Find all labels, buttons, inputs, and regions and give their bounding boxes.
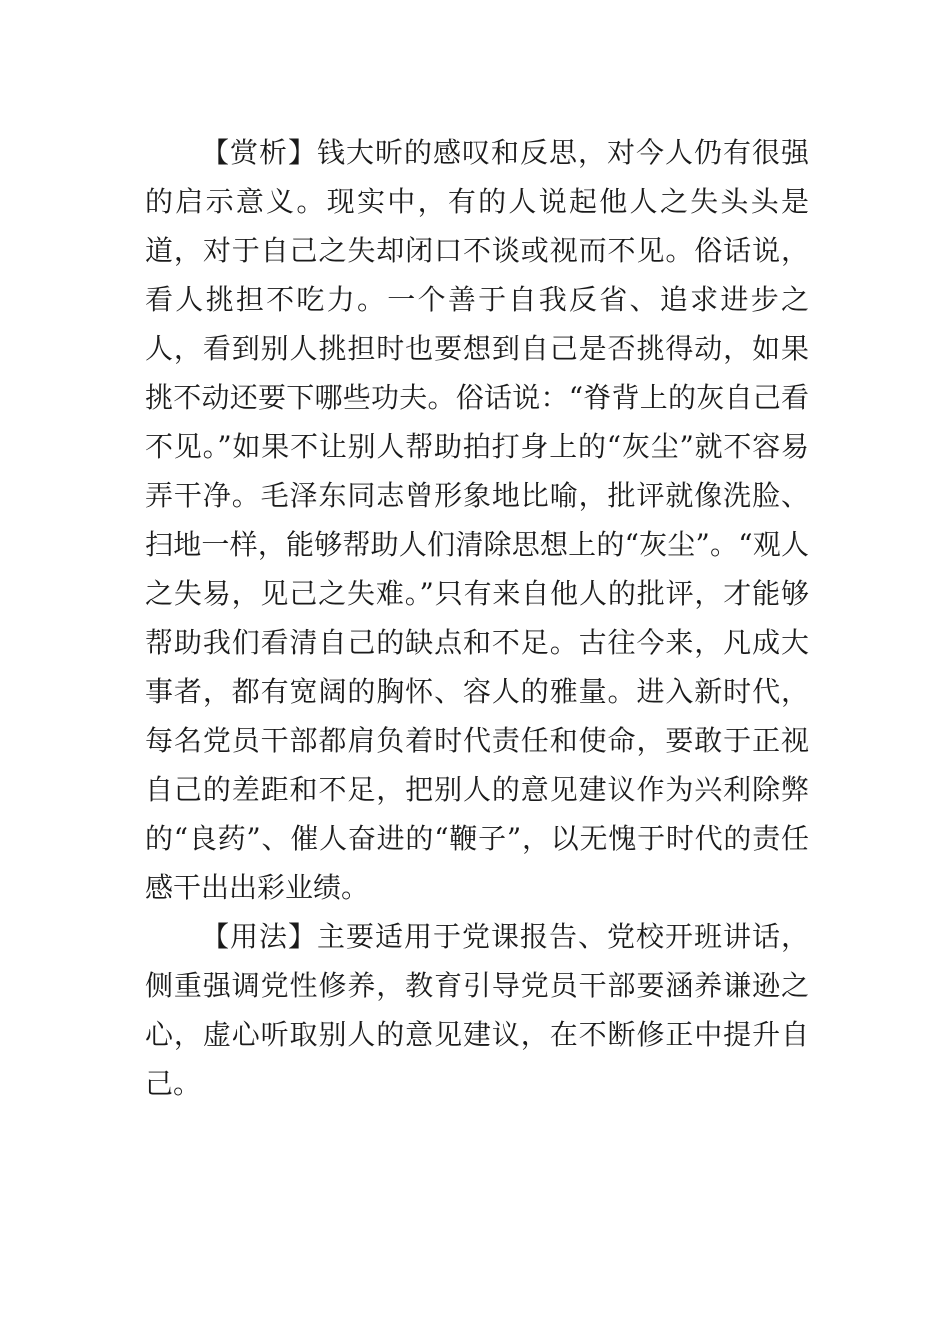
document-body: [145, 128, 809, 1108]
paragraph-usage: 【用法】主要适用于党课报告、党校开班讲话，侧重强调党性修养，教育引导党员干部要涵养谦逊之心，虚心听取别人的意见建议，在不断修正中提升自己。: [145, 920, 809, 1100]
paragraph-appreciation: 【赏析】钱大昕的感叹和反思，对今人仍有很强的启示意义。现实中，有的人说起他人之失头头是道，对于自己之失却闭口不谈或视而不见。俗话说，看人挑担不吃力。一个善于自我反省、追求进步之人，看到别人挑担时也要想到自己是否挑得动，如果挑不动还要下哪些功夫。俗话说：“脊背上的灰自己看不见。”如果不让别人帮助拍打身上的“灰尘”就不容易弄干净。毛泽东同志曾形象地比喻，批评就像洗脸、扫地一样，能够帮助人们清除思想上的“灰尘”。“观人之失易，见己之失难。”只有来自他人的批评，才能够帮助我们看清自己的缺点和不足。古往今来，凡成大事者，都有宽阔的胸怀、容人的雅量。进入新时代，每名党员干部都肩负着时代责任和使命，要敢于正视自己的差距和不足，把别人的意见建议作为兴利除弊的“良药”、催人奋进的“鞭子”，以无愧于时代的责任感干出出彩业绩。: [145, 136, 809, 904]
